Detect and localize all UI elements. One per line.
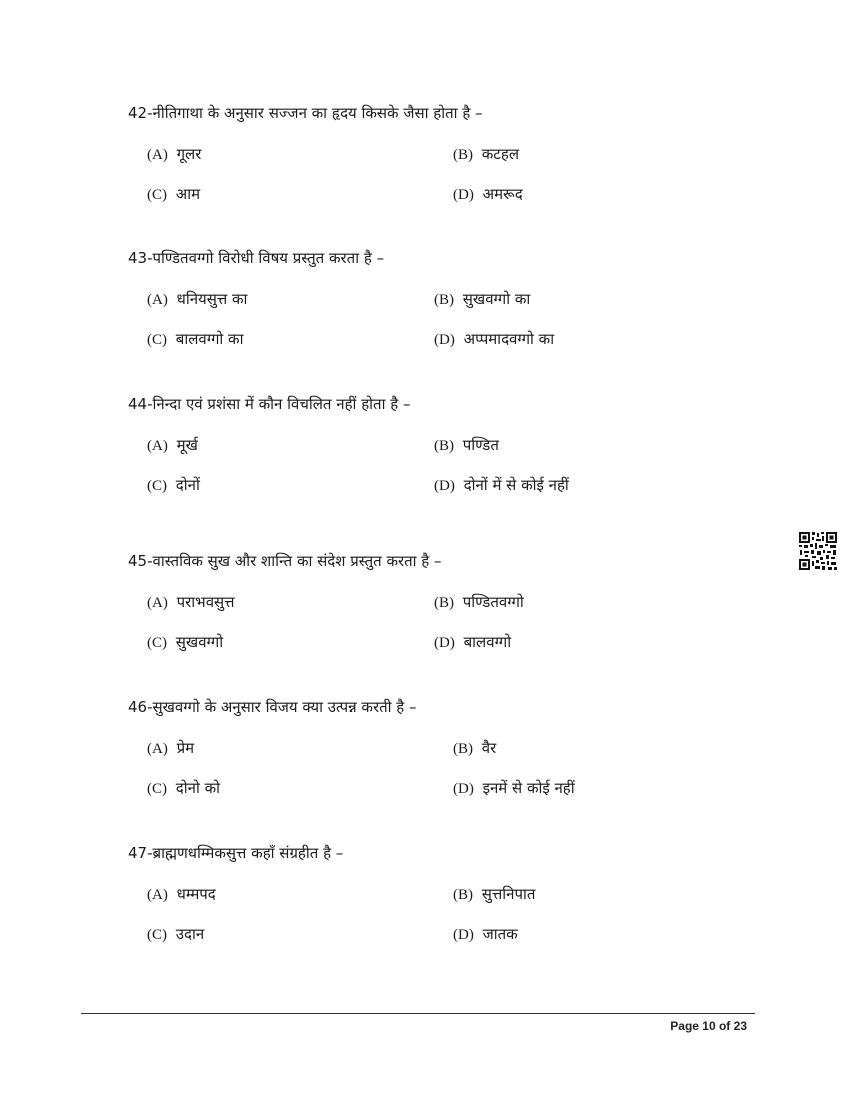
option-c: (C) आम	[147, 185, 201, 203]
question-text: 46-सुखवग्गो के अनुसार विजय क्या उत्पन्न करती है –	[128, 698, 417, 716]
option-a: (A) प्रेम	[147, 739, 195, 757]
question-text: 45-वास्तविक सुख और शान्ति का संदेश प्रस्तुत करता है –	[128, 552, 442, 570]
question-text: 42-नीतिगाथा के अनुसार सज्जन का हृदय किसके जैसा होता है –	[128, 104, 483, 122]
qr-code-icon	[798, 531, 838, 571]
option-d: (D) जातक	[453, 925, 518, 943]
option-a: (A) मूर्ख	[147, 436, 198, 454]
question-text: 47-ब्राह्मणधम्मिकसुत्त कहाँ संग्रहीत है –	[128, 844, 344, 862]
option-d: (D) अप्पमादवग्गो का	[434, 330, 555, 348]
option-a: (A) गूलर	[147, 145, 202, 163]
page-number: Page 10 of 23	[670, 1019, 747, 1033]
option-c: (C) दोनो को	[147, 779, 221, 797]
option-b: (B) सुत्तनिपात	[453, 885, 536, 903]
option-d: (D) अमरूद	[453, 185, 523, 203]
option-b: (B) कटहल	[453, 145, 519, 163]
option-d: (D) इनमें से कोई नहीं	[453, 779, 575, 797]
option-b: (B) वैर	[453, 739, 497, 757]
option-d: (D) बालवग्गो	[434, 633, 512, 651]
option-b: (B) पण्डित	[434, 436, 499, 454]
option-a: (A) पराभवसुत्त	[147, 593, 235, 611]
question-text: 43-पण्डितवग्गो विरोधी विषय प्रस्तुत करता है –	[128, 249, 385, 267]
option-c: (C) सुखवग्गो	[147, 633, 224, 651]
option-c: (C) बालवग्गो का	[147, 330, 244, 348]
option-b: (B) पण्डितवग्गो	[434, 593, 524, 611]
option-a: (A) धम्मपद	[147, 885, 216, 903]
footer-divider	[81, 1013, 755, 1014]
option-a: (A) धनियसुत्त का	[147, 290, 248, 308]
question-text: 44-निन्दा एवं प्रशंसा में कौन विचलित नहीं होता है –	[128, 395, 411, 413]
option-c: (C) उदान	[147, 925, 205, 943]
option-b: (B) सुखवग्गो का	[434, 290, 531, 308]
option-d: (D) दोनों में से कोई नहीं	[434, 476, 569, 494]
option-c: (C) दोनों	[147, 476, 200, 494]
